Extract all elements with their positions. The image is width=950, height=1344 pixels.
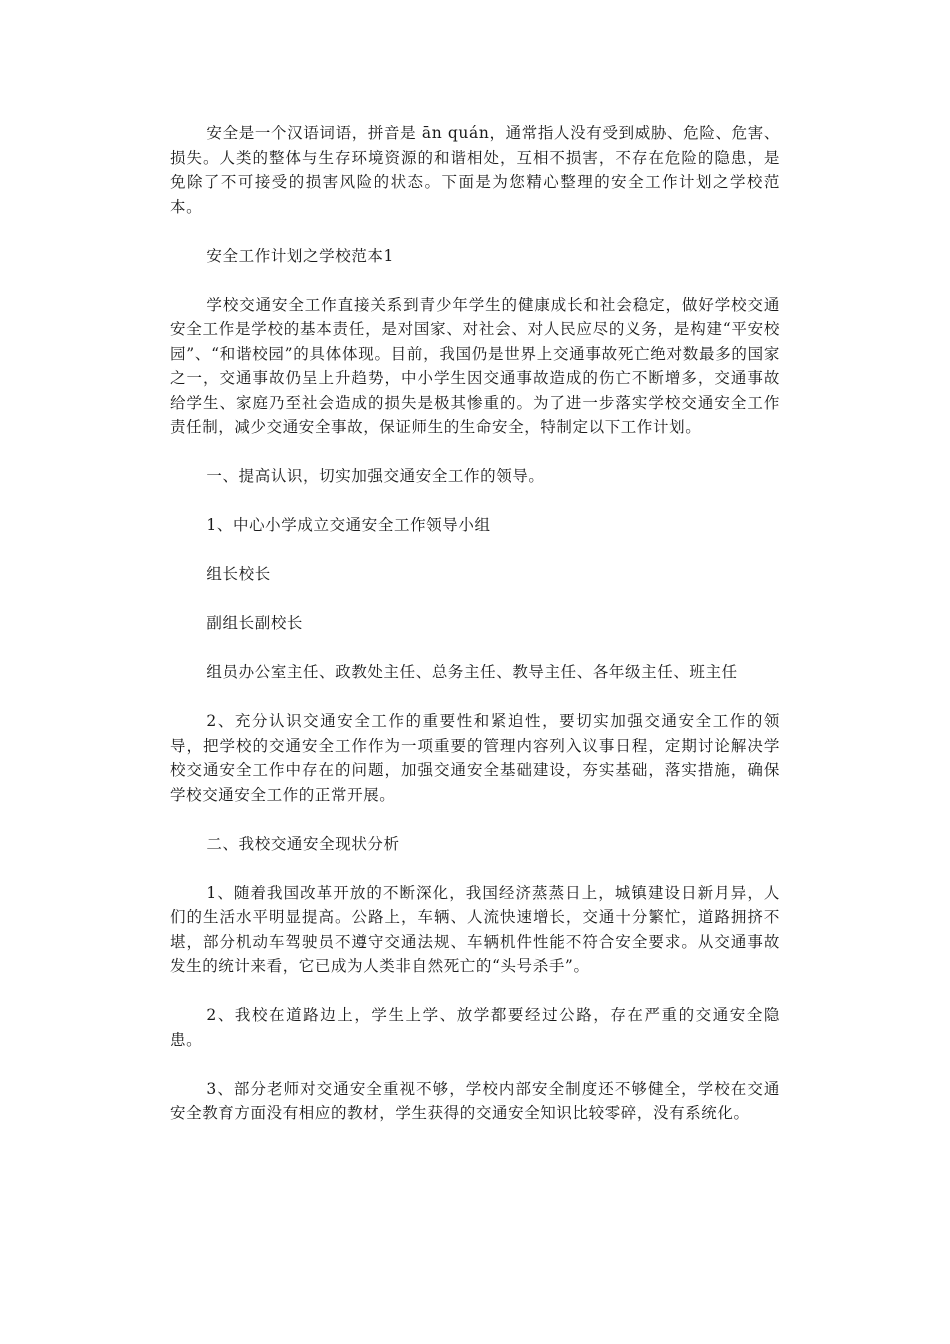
section-title: 安全工作计划之学校范本1 bbox=[206, 246, 394, 265]
heading-two: 二、我校交通安全现状分析 bbox=[206, 834, 400, 853]
body-paragraph: 2、充分认识交通安全工作的重要性和紧迫性，要切实加强交通安全工作的领导，把学校的交通安全工作作为一项重要的管理内容列入议事日程，定期讨论解决学校交通安全工作中存在的问题，加强交通安全基础建设，夯实基础，落实措施，确保学校交通安全工作的正常开展。 bbox=[170, 712, 780, 804]
list-item: 组员办公室主任、政教处主任、总务主任、教导主任、各年级主任、班主任 bbox=[206, 663, 738, 681]
body-paragraph: 1、随着我国改革开放的不断深化，我国经济蒸蒸日上，城镇建设日新月异，人们的生活水平明显提高。公路上，车辆、人流快速增长，交通十分繁忙，道路拥挤不堪，部分机动车驾驶员不遵守交通法规、车辆机件性能不符合安全要求。从交通事故发生的统计来看，它已成为人类非自然死亡的“头号杀手”。 bbox=[170, 883, 780, 975]
list-item: 副组长副校长 bbox=[206, 614, 304, 632]
body-paragraph: 学校交通安全工作直接关系到青少年学生的健康成长和社会稳定，做好学校交通安全工作是学校的基本责任，是对国家、对社会、对人民应尽的义务，是构建“平安校园”、“和谐校园”的具体体现。目前，我国仍是世界上交通事故死亡绝对数最多的国家之一，交通事故仍呈上升趋势，中小学生因交通事故造成的伤亡不断增多，交通事故给学生、家庭乃至社会造成的损失是极其惨重的。为了进一步落实学校交通安全工作责任制，减少交通安全事故，保证师生的生命安全，特制定以下工作计划。 bbox=[170, 295, 780, 436]
heading-one: 一、提高认识，切实加强交通安全工作的领导。 bbox=[206, 467, 545, 485]
list-item: 1、中心小学成立交通安全工作领导小组 bbox=[206, 516, 491, 534]
document-body bbox=[170, 121, 780, 1150]
body-paragraph: 3、部分老师对交通安全重视不够，学校内部安全制度还不够健全，学校在交通安全教育方面没有相应的教材，学生获得的交通安全知识比较零碎，没有系统化。 bbox=[170, 1079, 780, 1122]
list-item: 组长校长 bbox=[206, 565, 271, 583]
body-paragraph: 2、我校在道路边上，学生上学、放学都要经过公路，存在严重的交通安全隐患。 bbox=[170, 1006, 780, 1049]
intro-paragraph: 安全是一个汉语词语，拼音是 ān quán，通常指人没有受到威胁、危险、危害、损失。人类的整体与生存环境资源的和谐相处，互相不损害，不存在危险的隐患，是免除了不可接受的损害风险的状态。下面是为您精心整理的安全工作计划之学校范本。 bbox=[170, 124, 780, 216]
